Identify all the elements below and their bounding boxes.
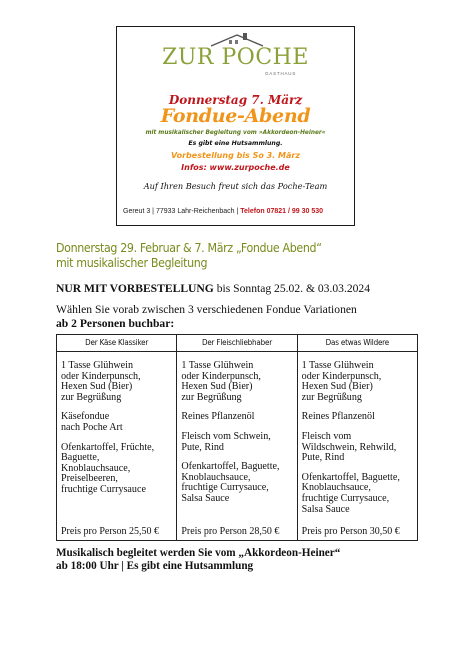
flyer-date: Donnerstag 7. März	[168, 93, 303, 107]
fondue-menu-table	[56, 334, 418, 541]
vorbestellung-bold: NUR MIT VORBESTELLUNG	[56, 282, 214, 295]
menu-price: Preis pro Person 28,50 €	[181, 526, 280, 537]
menu-column	[176, 335, 296, 540]
logo	[117, 31, 354, 95]
menu-item: Fleisch vom Wildschwein, Rehwild, Pute, Rind	[301, 430, 397, 464]
menu-column-header: Der Fleischliebhaber	[177, 335, 296, 352]
footer-music: Musikalisch begleitet werden Sie vom „Akkordeon-Heiner“	[56, 547, 341, 559]
flyer-welcome: Auf Ihren Besuch freut sich das Poche-Team	[143, 181, 328, 191]
menu-item: Reines Pflanzenöl	[181, 411, 255, 423]
menu-column	[57, 335, 176, 540]
menu-column-body	[302, 352, 413, 515]
menu-item: 1 Tasse Glühwein oder Kinderpunsch, Hexen Sud (Bier) zur Begrüßung	[301, 360, 382, 403]
heading-line-1: Donnerstag 29. Februar & 7. März „Fondue Abend“	[56, 241, 322, 255]
menu-price: Preis pro Person 30,50 €	[301, 526, 400, 537]
flyer-music-line: mit musikalischer Begleitung vom »Akkordeon-Heiner«	[145, 130, 326, 136]
flyer-infos: Infos: www.zurpoche.de	[181, 163, 290, 172]
menu-item: Ofenkartoffel, Früchte, Baguette, Knoblauchsauce, Preiselbeeren, fruchtige Currysauce	[61, 441, 155, 495]
address-text: Gereut 3 | 77933 Lahr-Reichenbach |	[123, 208, 241, 215]
menu-column-body	[181, 352, 292, 505]
menu-item: Käsefondue nach Poche Art	[61, 411, 123, 433]
menu-item: 1 Tasse Glühwein oder Kinderpunsch, Hexen Sud (Bier) zur Begrüßung	[181, 360, 261, 403]
persons-line: ab 2 Personen buchbar:	[56, 317, 175, 330]
menu-item: Ofenkartoffel, Baguette, Knoblauchsauce, fruchtige Currysauce, Salsa Sauce	[301, 471, 400, 515]
vorbestellung-line	[56, 282, 370, 295]
menu-column-header: Das etwas Wildere	[298, 335, 417, 352]
variations-line: Wählen Sie vorab zwischen 3 verschiedenen Fondue Variationen	[56, 303, 357, 316]
menu-price: Preis pro Person 25,50 €	[61, 526, 160, 537]
menu-column-header: Der Käse Klassiker	[57, 335, 176, 352]
heading-line-2: mit musikalischer Begleitung	[56, 256, 208, 270]
menu-item: Fleisch vom Schwein, Pute, Rind	[181, 430, 271, 453]
flyer-vorbestellung: Vorbestellung bis So 3. März	[170, 151, 300, 160]
flyer-hut-line: Es gibt eine Hutsammlung.	[188, 140, 283, 147]
menu-column-body	[61, 352, 172, 496]
event-heading	[56, 241, 436, 271]
flyer-address	[123, 208, 323, 215]
logo-subtitle: GASTHAUS	[265, 71, 297, 76]
footer-time: ab 18:00 Uhr | Es gibt eine Hutsammlung	[56, 560, 254, 572]
menu-item: Ofenkartoffel, Baguette, Knoblauchsauce, fruchtige Currysauce, Salsa Sauce	[181, 461, 280, 504]
phone-number: Telefon 07821 / 99 30 530	[240, 208, 324, 215]
flyer-title: Fondue-Abend	[160, 105, 311, 127]
menu-item: Reines Pflanzenöl	[301, 411, 375, 423]
vorbestellung-dates: bis Sonntag 25.02. & 03.03.2024	[213, 282, 371, 295]
event-flyer	[116, 26, 355, 226]
logo-name: ZUR POCHE	[162, 45, 309, 70]
menu-column	[297, 335, 417, 540]
menu-item: 1 Tasse Glühwein oder Kinderpunsch, Hexen Sud (Bier) zur Begrüßung	[61, 360, 141, 403]
